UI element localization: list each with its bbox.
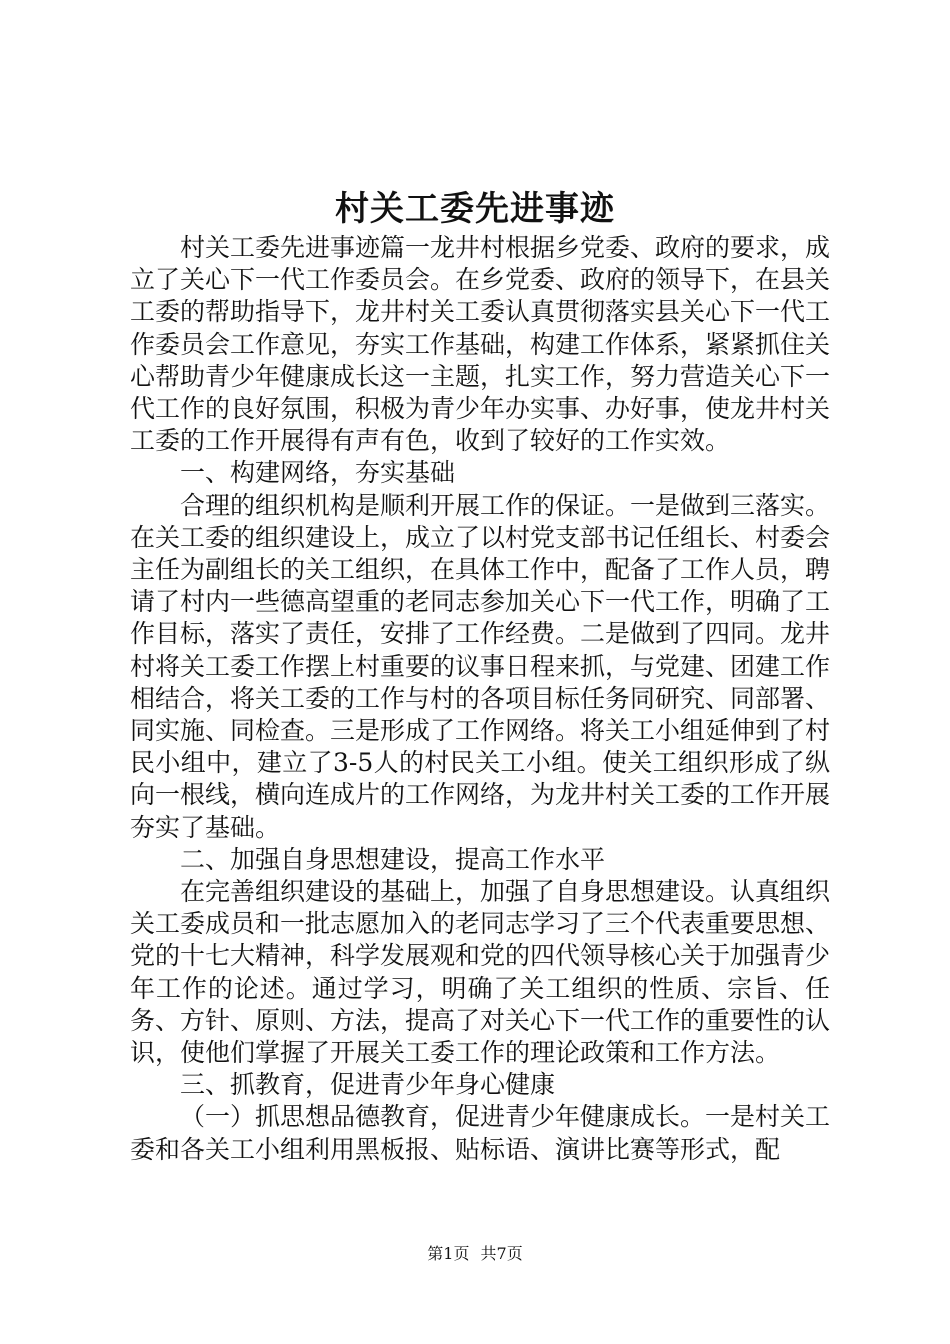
paragraph-section-2: 在完善组织建设的基础上，加强了自身思想建设。认真组织关工委成员和一批志愿加入的老同志学习了三个代表重要思想、党的十七大精神，科学发展观和党的四代领导核心关于加强青少年工作的论述。通过学习，明确了关工组织的性质、宗旨、任务、方针、原则、方法，提高了对关心下一代工作的重要性的认识，使他们掌握了开展关工委工作的理论政策和工作方法。 [130, 877, 831, 1068]
section-heading-3: 三、抓教育，促进青少年身心健康 [180, 1070, 556, 1100]
paragraph-intro: 村关工委先进事迹篇一龙井村根据乡党委、政府的要求，成立了关心下一代工作委员会。在乡党委、政府的领导下，在县关工委的帮助指导下，龙井村关工委认真贯彻落实县关心下一代工作委员会工作意见，夯实工作基础，构建工作体系，紧紧抓住关心帮助青少年健康成长这一主题，扎实工作，努力营造关心下一代工作的良好氛围，积极为青少年办实事、办好事，使龙井村关工委的工作开展得有声有色，收到了较好的工作实效。 [130, 233, 831, 456]
page-number: 第1页 [427, 1244, 470, 1263]
section-heading-2: 二、加强自身思想建设，提高工作水平 [180, 844, 606, 874]
section-heading-1: 一、构建网络，夯实基础 [180, 458, 456, 488]
paragraph-section-1: 合理的组织机构是顺利开展工作的保证。一是做到三落实。在关工委的组织建设上，成立了以村党支部书记任组长、村委会主任为副组长的关工组织，在具体工作中，配备了工作人员，聘请了村内一些德高望重的老同志参加关心下一代工作，明确了工作目标，落实了责任，安排了工作经费。二是做到了四同。龙井村将关工委工作摆上村重要的议事日程来抓，与党建、团建工作相结合，将关工委的工作与村的各项目标任务同研究、同部署、同实施、同检查。三是形成了工作网络。将关工小组延伸到了村民小组中，建立了3-5人的村民关工小组。使关工组织形成了纵向一根线，横向连成片的工作网络，为龙井村关工委的工作开展夯实了基础。 [130, 490, 831, 842]
document-title: 村关工委先进事迹 [335, 189, 615, 229]
page-total: 共7页 [480, 1244, 523, 1263]
document-body [130, 232, 830, 1166]
page-footer [0, 1243, 950, 1265]
paragraph-section-3: （一）抓思想品德教育，促进青少年健康成长。一是村关工委和各关工小组利用黑板报、贴标语、演讲比赛等形式，配 [130, 1102, 831, 1164]
